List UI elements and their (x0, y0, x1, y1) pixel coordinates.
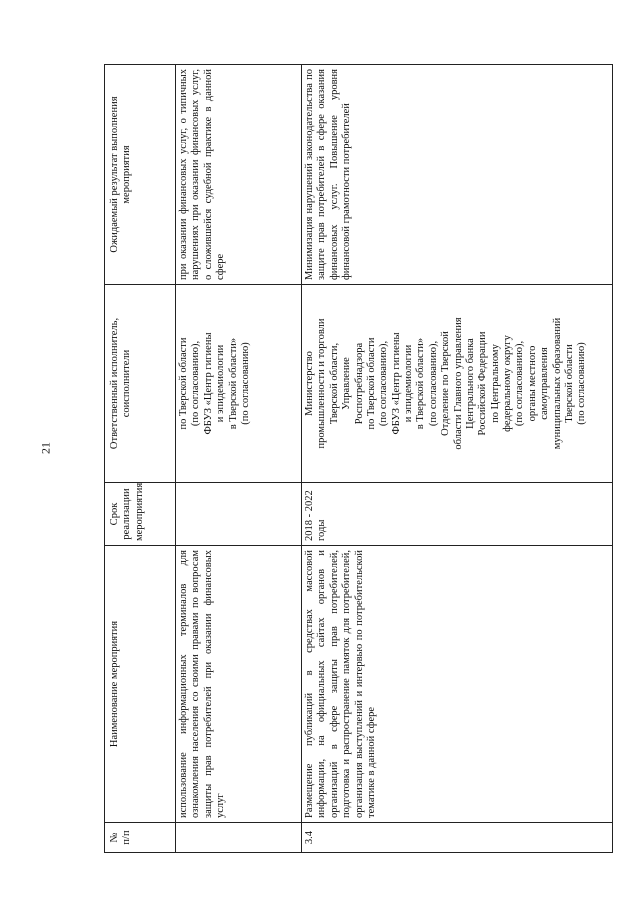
row-num: 3.4 (302, 823, 613, 853)
row-result: при оказании финансовых услуг, о типичных нарушениях при оказании финансовых услуг, о сложившейся судебной практике в данной сфере (176, 65, 302, 285)
header-result: Ожидаемый результат выполнения мероприятия (105, 65, 176, 285)
table-header-row (105, 65, 176, 853)
row-name: Размещение публикаций в средствах массовой информации, на официальных сайтах органов и организаций в сфере защиты прав потребителей, подготовка и распространение памяток для потребителей, организация выступлений и интервью по потребительской тематике в данной сфере (302, 546, 613, 823)
header-executor: Ответственный исполнитель, соисполнители (105, 285, 176, 483)
header-name: Наименование мероприятия (105, 546, 176, 823)
row-executor: Министерство промышленности и торговли Тверской области, Управление Роспотребнадзора по Тверской области (по согласованию), ФБУЗ «Центр гигиены и эпидемиологии в Тверской области» (по согласованию), Отделение по Тверской области Главного управления Центрального банка Российской Федерации по Центральному федеральному округу (по согласованию), органы местного самоуправления муниципальных образований Тверской области (по согласованию) (302, 285, 613, 483)
row-num (176, 823, 302, 853)
row-name: использование информационных терминалов для ознакомления населения со своими правами по вопросам защиты прав потребителей при оказании финансовых услуг (176, 546, 302, 823)
row-term (176, 483, 302, 546)
header-num: № п/п (105, 823, 176, 853)
page-number: 21 (38, 442, 53, 454)
measures-table (104, 64, 613, 853)
row-executor: по Тверской области (по согласованию), ФБУЗ «Центр гигиены и эпидемиологии в Тверской области» (по согласованию) (176, 285, 302, 483)
table-row (302, 65, 613, 853)
row-term: 2018 - 2022 годы (302, 483, 613, 546)
header-term: Срок реализации мероприятия (105, 483, 176, 546)
table-row (176, 65, 302, 853)
row-result: Минимизация нарушений законодательства по защите прав потребителей в сфере оказания финансовых услуг. Повышение уровня финансовой грамотности потребителей (302, 65, 613, 285)
rotated-table-container (104, 65, 588, 845)
